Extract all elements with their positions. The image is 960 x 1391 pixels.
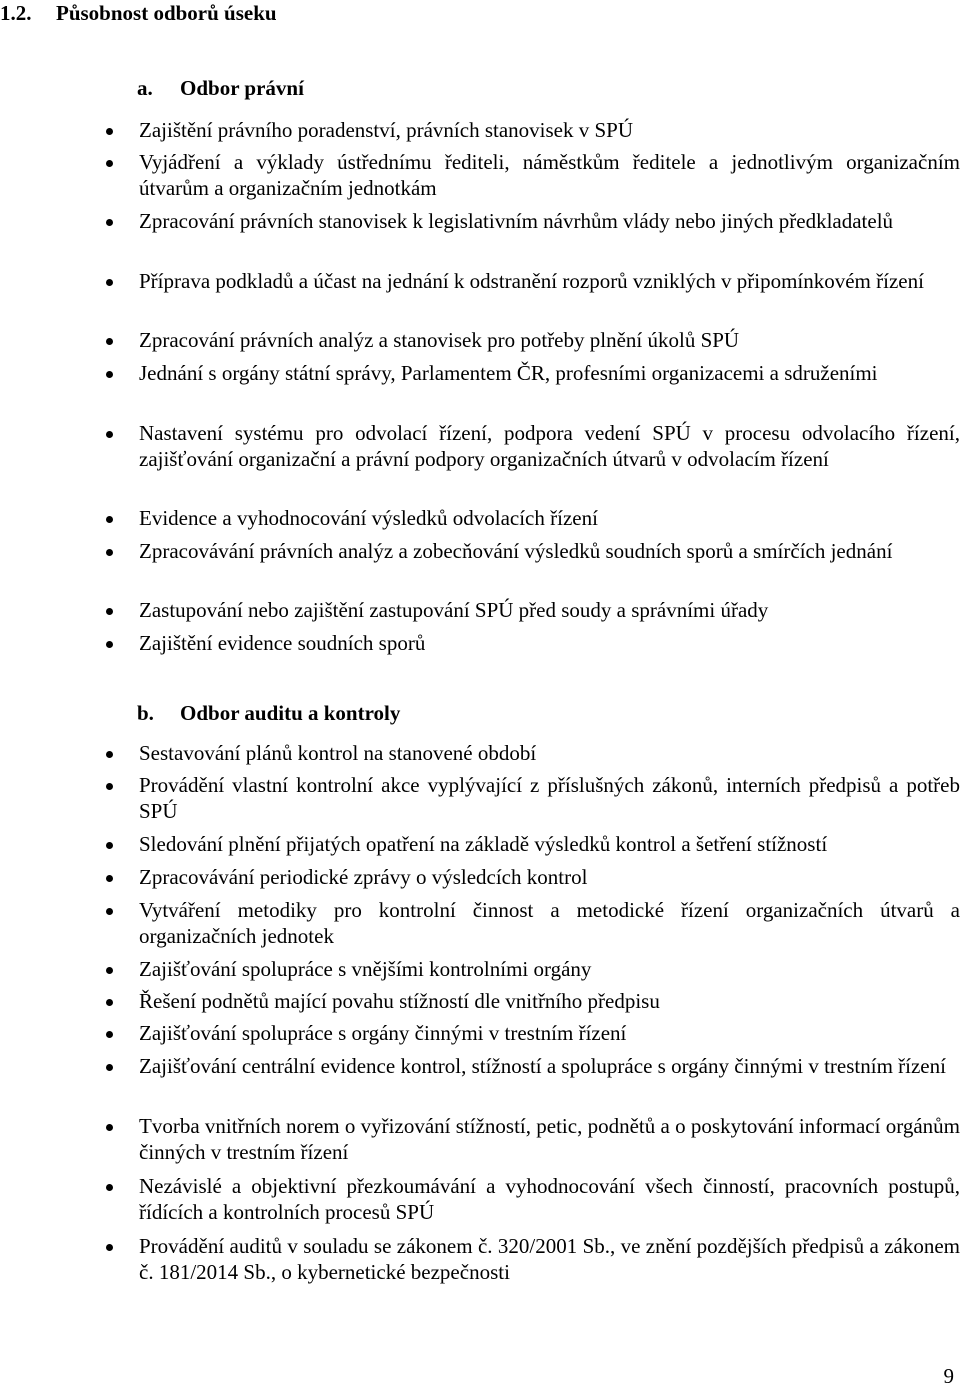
- section-title-a: [137, 75, 304, 101]
- list-item: Vytváření metodiky pro kontrolní činnost a metodické řízení organizačních útvarů a organizačních jednotek: [0, 897, 960, 949]
- list-item: Tvorba vnitřních norem o vyřizování stížností, petic, podnětů a o poskytování informací orgánům činných v trestním řízení: [0, 1113, 960, 1165]
- bullet-icon: [106, 128, 113, 135]
- list-item: Nezávislé a objektivní přezkoumávání a vyhodnocování všech činností, pracovních postupů, řídících a kontrolních procesů SPÚ: [0, 1173, 960, 1225]
- bullet-icon: [106, 842, 113, 849]
- bullet-icon: [106, 608, 113, 615]
- list-item: Jednání s orgány státní správy, Parlamentem ČR, profesními organizacemi a sdruženími: [0, 360, 960, 386]
- list-item: Zpracovávání periodické zprávy o výsledcích kontrol: [0, 864, 960, 890]
- list-item: Zajišťování spolupráce s vnějšími kontrolními orgány: [0, 956, 960, 982]
- bullet-icon: [106, 783, 113, 790]
- bullet-icon: [106, 219, 113, 226]
- list-item: Vyjádření a výklady ústřednímu řediteli, náměstkům ředitele a jednotlivým organizačním útvarům a organizačním jednotkám: [0, 149, 960, 201]
- bullet-icon: [106, 1124, 113, 1131]
- bullet-icon: [106, 1031, 113, 1038]
- list-item: Zpracování právních stanovisek k legislativním návrhům vlády nebo jiných předkladatelů: [0, 208, 960, 234]
- page-heading: [0, 0, 277, 26]
- bullet-icon: [106, 908, 113, 915]
- heading-title: Působnost odborů úseku: [56, 1, 277, 25]
- bullet-icon: [106, 751, 113, 758]
- list-item: Zpracování právních analýz a stanovisek pro potřeby plnění úkolů SPÚ: [0, 327, 960, 353]
- bullet-icon: [106, 431, 113, 438]
- section-name: Odbor právní: [180, 76, 304, 100]
- bullet-icon: [106, 279, 113, 286]
- section-name: Odbor auditu a kontroly: [180, 701, 401, 725]
- list-item: Provádění vlastní kontrolní akce vyplývající z příslušných zákonů, interních předpisů a potřeb SPÚ: [0, 772, 960, 824]
- page-number: 9: [943, 1364, 954, 1388]
- list-item: Zajišťování spolupráce s orgány činnými v trestním řízení: [0, 1020, 960, 1046]
- list-item: Řešení podnětů mající povahu stížností dle vnitřního předpisu: [0, 988, 960, 1014]
- bullet-icon: [106, 371, 113, 378]
- list-item: Sledování plnění přijatých opatření na základě výsledků kontrol a šetření stížností: [0, 831, 960, 857]
- bullet-icon: [106, 1064, 113, 1071]
- list-item: Zastupování nebo zajištění zastupování SPÚ před soudy a správními úřady: [0, 597, 960, 623]
- list-item: Zpracovávání právních analýz a zobecňování výsledků soudních sporů a smírčích jednání: [0, 538, 960, 564]
- list-item: Evidence a vyhodnocování výsledků odvolacích řízení: [0, 505, 960, 531]
- section-letter: b.: [137, 701, 154, 725]
- section-title-b: [137, 700, 400, 726]
- list-item: Zajištění právního poradenství, právních stanovisek v SPÚ: [0, 117, 960, 143]
- section-letter: a.: [137, 76, 153, 100]
- bullet-icon: [106, 999, 113, 1006]
- bullet-icon: [106, 160, 113, 167]
- bullet-icon: [106, 875, 113, 882]
- bullet-icon: [106, 1184, 113, 1191]
- list-item: Zajišťování centrální evidence kontrol, stížností a spolupráce s orgány činnými v trestním řízení: [0, 1053, 960, 1079]
- list-item: Sestavování plánů kontrol na stanovené období: [0, 740, 960, 766]
- bullet-icon: [106, 641, 113, 648]
- heading-number: 1.2.: [0, 1, 32, 25]
- bullet-icon: [106, 549, 113, 556]
- list-item: Nastavení systému pro odvolací řízení, podpora vedení SPÚ v procesu odvolacího řízení, zajišťování organizační a právní podpory organizačních útvarů v odvolacím řízení: [0, 420, 960, 472]
- list-item: Provádění auditů v souladu se zákonem č. 320/2001 Sb., ve znění pozdějších předpisů a zákonem č. 181/2014 Sb., o kybernetické bezpečnosti: [0, 1233, 960, 1285]
- list-item: Příprava podkladů a účast na jednání k odstranění rozporů vzniklých v připomínkovém řízení: [0, 268, 960, 294]
- bullet-icon: [106, 1244, 113, 1251]
- list-item: Zajištění evidence soudních sporů: [0, 630, 960, 656]
- bullet-icon: [106, 338, 113, 345]
- bullet-icon: [106, 967, 113, 974]
- bullet-icon: [106, 516, 113, 523]
